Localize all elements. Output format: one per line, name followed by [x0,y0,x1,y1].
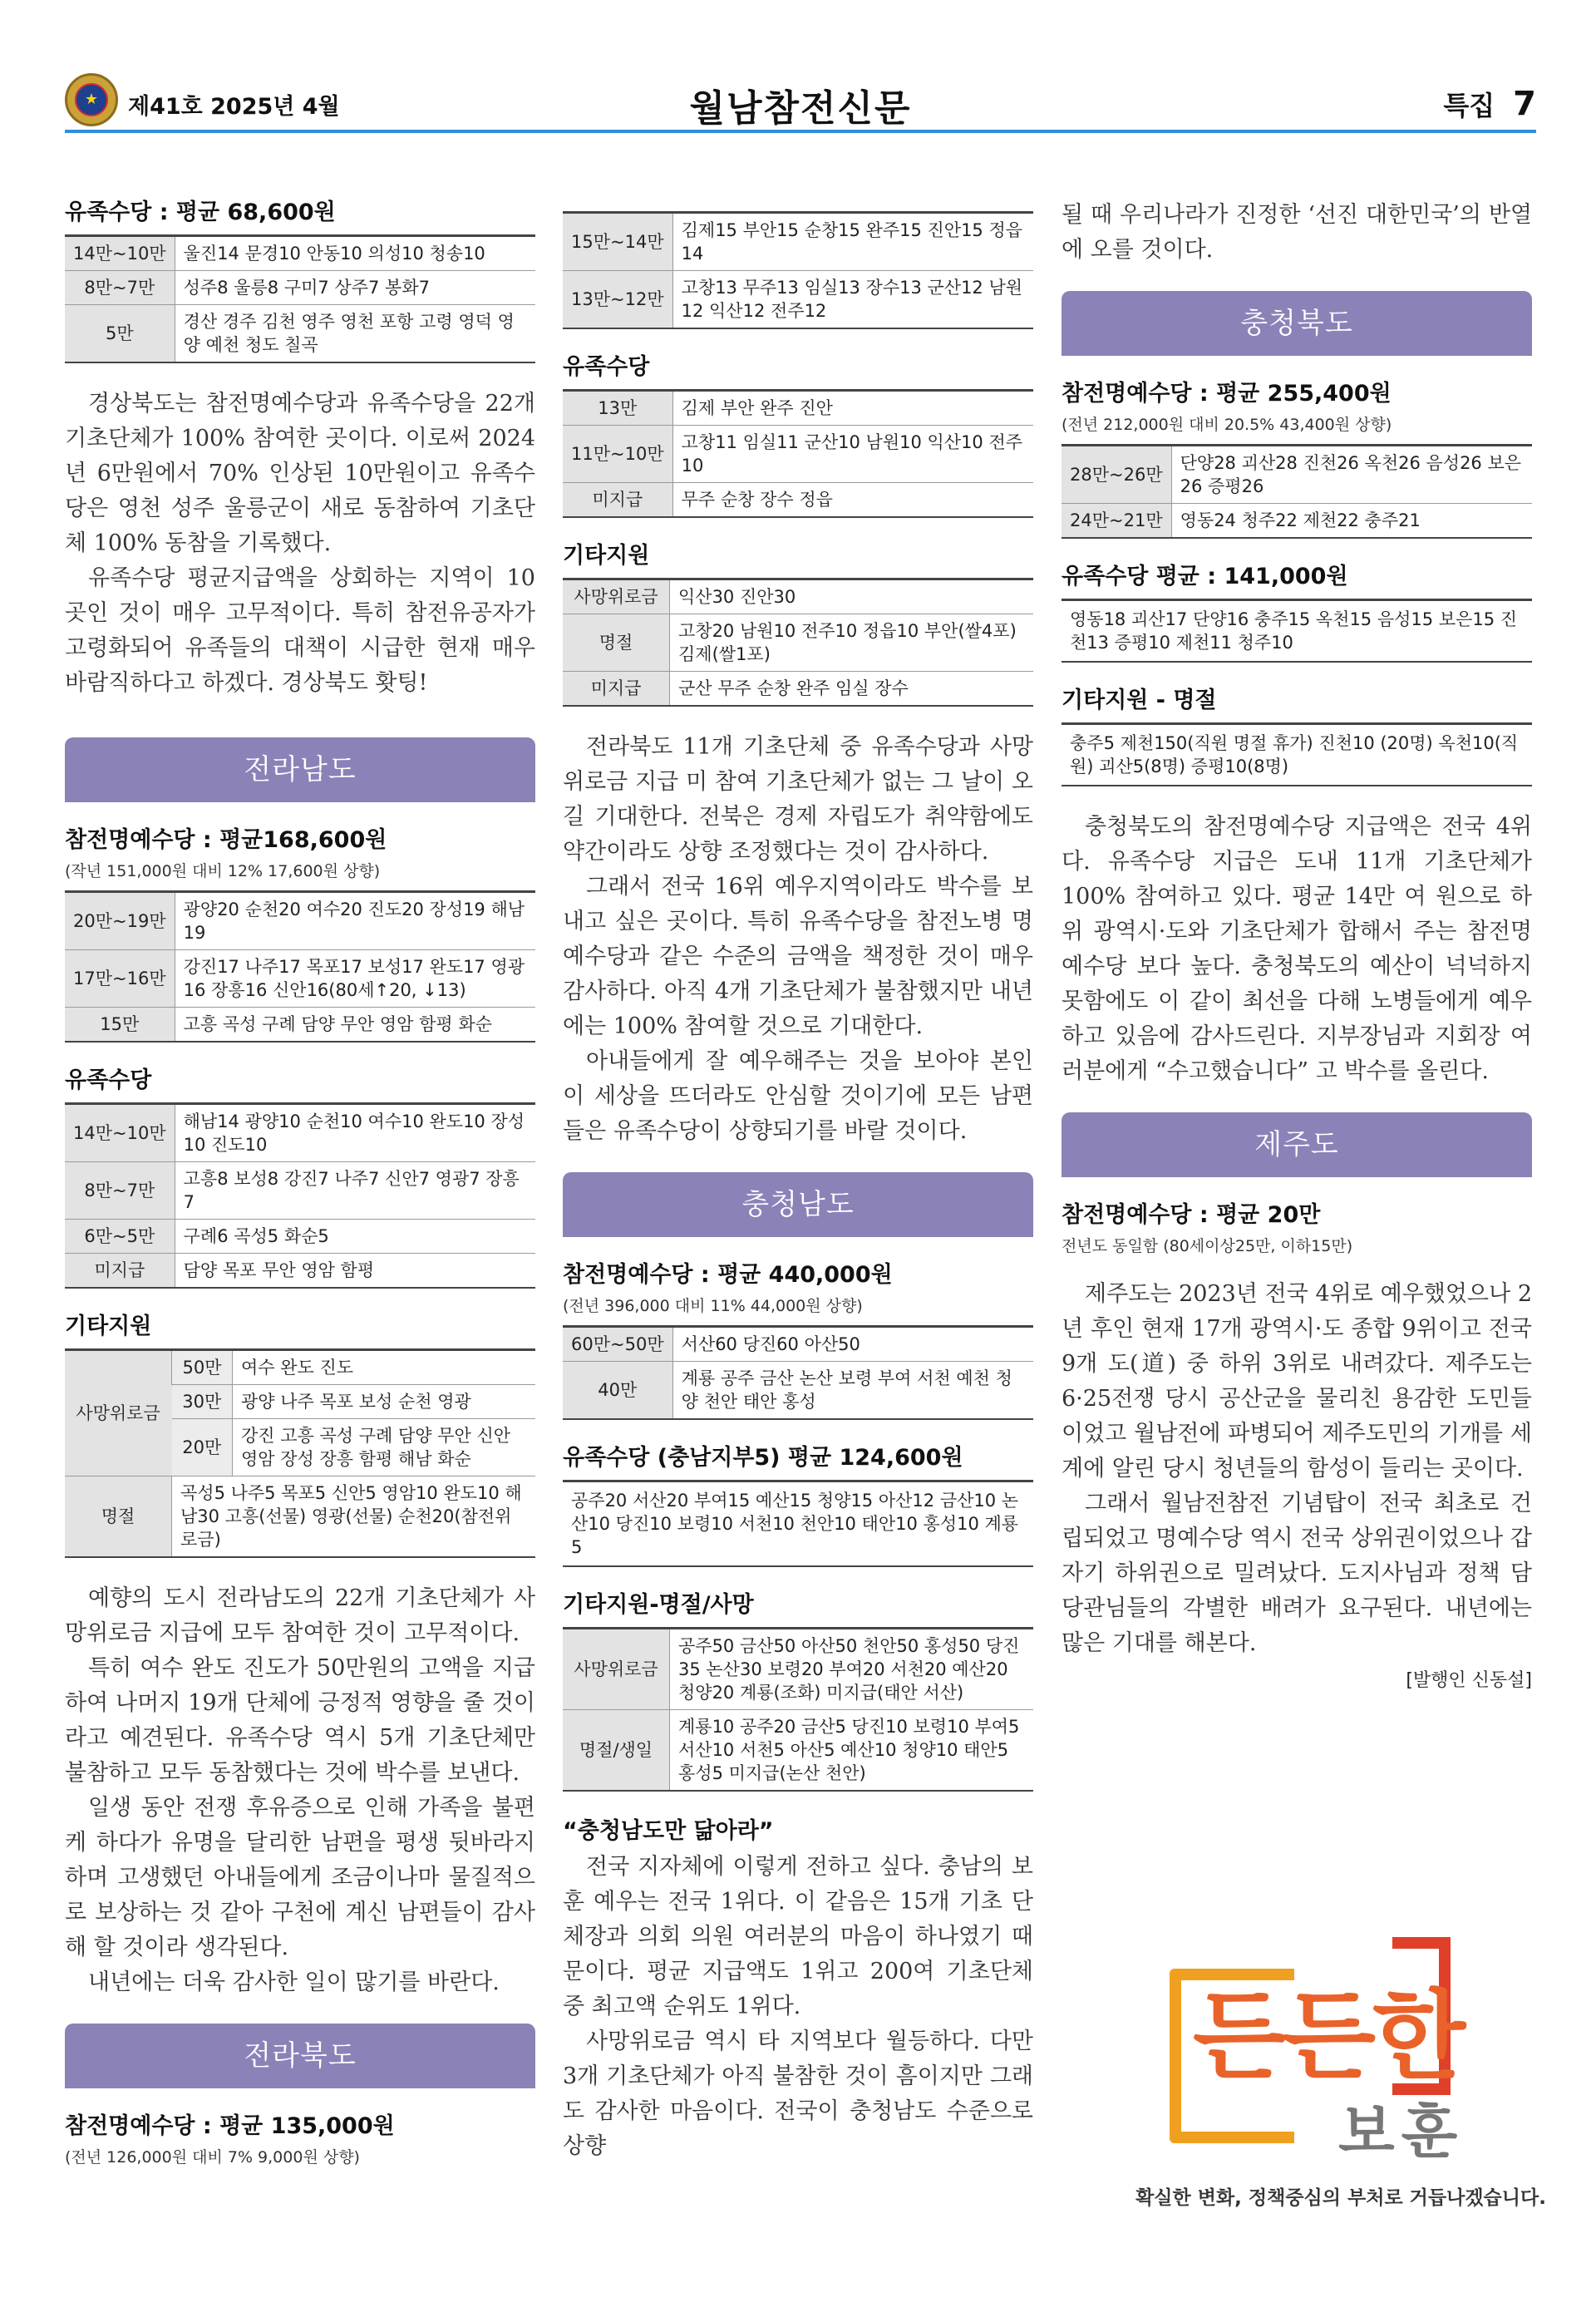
table-row [563,672,1033,707]
veterans-emblem-icon: ★ [65,73,118,126]
article-paragraph: 일생 동안 전쟁 후유증으로 인해 가족을 불편케 하다가 유명을 달리한 남편을 평생 뒷바라지하며 고생했던 아내들에게 조금이나마 물질적으로 보상하는 것 같아 구천에 계신 남편들이 감사해 할 것이라 생각된다. [65,1795,535,1960]
table-value: 김제 부안 완주 진안 [672,391,1033,426]
table-row [65,1350,535,1385]
cn-etc-heading: 기타지원-명절/사망 [563,1592,754,1618]
table-value: 강진17 나주17 목포17 보성17 완도17 영광16 장흥16 신안16(80세↑20, ↓13) [175,950,535,1008]
table-key: 14만~10만 [65,236,175,271]
table-row [65,1008,535,1043]
table-key: 사망위로금 [65,1350,172,1476]
jn-yujok-heading: 유족수당 [65,1067,152,1093]
table-key: 8만~7만 [65,1162,175,1220]
article-paragraph: 내년에는 더욱 감사한 일이 많기를 바란다. [88,1969,500,1995]
article-paragraph: 충청북도의 참전명예수당 지급액은 전국 4위다. 유족수당 지급은 도내 11개 기초단체가 100% 참여하고 있다. 평균 14만 여 원으로 하위 광역시·도와 기초단체가 합해서 주는 참전명예수당 보다 높다. 충청북도의 예산이 넉넉하지 못함에도 이 같이 최선을 다해 노병들에게 예우하고 있음에 감사드린다. 지부장님과 지회장 여러분에게 “수고했습니다” 고 박수를 올린다. [1062,814,1532,1084]
table-row [65,950,535,1008]
table-key: 미지급 [65,1254,175,1289]
table-key: 사망위로금 [563,579,670,614]
table-row [1062,724,1532,786]
cb-yujok-box [1062,599,1532,663]
cb-honor-heading: 참전명예수당 : 평균 255,400원 [1062,381,1392,407]
table-value: 충주5 제천150(직원 명절 휴가) 진천10 (20명) 옥천10(직원) 괴산5(8명) 증평10(8명) [1070,733,1519,776]
table-value: 영동24 청주22 제천22 충주21 [1171,504,1532,539]
jn-honor-note: (작년 151,000원 대비 12% 17,600원 상향) [65,862,381,880]
table-key: 13만 [563,391,672,426]
table-key: 사망위로금 [563,1629,670,1710]
table-value: 군산 무주 순창 완주 임실 장수 [670,672,1034,707]
table-key: 명절 [65,1476,172,1558]
cb-etc-box [1062,722,1532,786]
jj-honor-note: 전년도 동일함 (80세이상25만, 이하15만) [1062,1237,1353,1255]
table-value: 영동18 괴산17 단양16 충주15 옥천15 음성15 보은15 진천13 증평10 제천11 청주10 [1070,609,1518,653]
cn-quote-heading: “충청남도만 닮아라” [563,1818,774,1844]
cb-yujok-heading: 유족수당 평균 : 141,000원 [1062,564,1348,589]
table-key: 미지급 [563,672,670,707]
article-paragraph: 아내들에게 잘 예우해주는 것을 보아야 본인이 세상을 뜨더라도 안심할 것이기에 모든 남편들은 유족수당이 상향되기를 바랄 것이다. [563,1048,1033,1144]
article-paragraph: 그래서 월남전참전 기념탑이 전국 최초로 건립되었고 명예수당 역시 전국 상위권이었으나 갑자기 하위권으로 밀려났다. 도지사님과 정책 담당관님들의 각별한 배려가 요구된다. 내년에는 많은 기대를 해본다. [1062,1491,1532,1656]
table-row [563,1362,1033,1420]
article-paragraph: 경상북도는 참전명예수당과 유족수당을 22개 기초단체가 100% 참여한 곳이다. 이로써 2024년 6만원에서 70% 인상된 10만원이고 유족수당은 영천 성주 울릉군이 새로 동참하여 기초단체 100% 동참을 기록했다. [65,391,535,556]
table-value: 단양28 괴산28 진천26 옥천26 음성26 보은26 증평26 [1171,446,1532,504]
table-key: 40만 [563,1362,672,1420]
article-paragraph: 전라북도 11개 기초단체 중 유족수당과 사망위로금 지급 미 참여 기초단체가 없는 그 날이 오길 기대한다. 전북은 경제 자립도가 취약함에도 약간이라도 상향 조정했다는 것이 감사하다. [563,734,1033,865]
table-key: 15만~14만 [563,213,672,271]
table-value: 광양20 순천20 여수20 진도20 장성19 해남19 [175,892,535,950]
article-paragraph: 전국 지자체에 이렇게 전하고 싶다. 충남의 보훈 예우는 전국 1위다. 이 같음은 15개 기초 단체장과 의회 의원 여러분의 마음이 하나였기 때문이다. 평균 지급액도 1위고 200여 기초단체 중 최고액 순위도 1위다. [563,1854,1033,2019]
table-value: 여수 완도 진도 [233,1350,536,1385]
table-value: 익산30 진안30 [670,579,1034,614]
table-key: 60만~50만 [563,1327,672,1362]
jb-honor-heading: 참전명예수당 : 평균 135,000원 [65,2113,395,2139]
section-banner-jeonbuk: 전라북도 [65,2024,535,2088]
table-value: 김제15 부안15 순창15 완주15 진안15 정읍14 [672,213,1033,271]
table-key: 명절 [563,614,670,672]
jb-yujok-table [563,389,1033,518]
cb-honor-note: (전년 212,000원 대비 20.5% 43,400원 상향) [1062,416,1392,434]
jn-etc-table [65,1348,535,1558]
table-value: 계룡10 공주20 금산5 당진10 보령10 부여5 서산10 서천5 아산5 예산10 청양10 태안5 홍성5 미지급(논산 천안) [670,1710,1034,1792]
cn-yujok-heading: 유족수당 (충남지부5) 평균 124,600원 [563,1445,963,1471]
cn-honor-note: (전년 396,000 대비 11% 44,000원 상향) [563,1297,863,1315]
article-paragraph: 제주도는 2023년 전국 4위로 예우했었으나 2년 후인 현재 17개 광역시·도 종합 9위이고 전국 9개 도(道) 중 하위 3위로 내려갔다. 제주도는 6·25전쟁 당시 공산군을 물리친 용감한 도민들이었고 월남전에 파병되어 제주도민의 기개를 세계에 알린 당시 청년들의 함성이 들리는 곳이다. [1062,1281,1532,1481]
table-value: 울진14 문경10 안동10 의성10 청송10 [175,236,535,271]
table-value: 공주50 금산50 아산50 천안50 홍성50 당진35 논산30 보령20 부여20 서천20 예산20 청양20 계룡(조화) 미지급(태안 서산) [670,1629,1034,1710]
table-value: 구례6 곡성5 화순5 [175,1220,535,1254]
table-key: 14만~10만 [65,1104,175,1162]
column-2 [563,198,1033,2164]
cn-yujok-box [563,1480,1033,1567]
table-subkey: 20만 [172,1419,233,1476]
table-key: 17만~16만 [65,950,175,1008]
table-row [563,271,1033,329]
table-row [65,1476,535,1558]
cn-honor-heading: 참전명예수당 : 평균 440,000원 [563,1262,893,1288]
jn-honor-table [65,890,535,1043]
column-1 [65,198,535,2176]
table-row [65,305,535,363]
jb-honor-note: (전년 126,000원 대비 7% 9,000원 상향) [65,2148,360,2167]
table-row [563,1481,1033,1567]
table-key: 24만~21만 [1062,504,1171,539]
article-paragraph: 될 때 우리나라가 진정한 ‘선진 대한민국’의 반열에 오를 것이다. [1062,202,1532,263]
logo-tagline: 확실한 변화, 정책중심의 부처로 거듭나겠습니다. [1135,2187,1546,2209]
table-row [563,1710,1033,1792]
table-row [65,236,535,271]
table-row [563,579,1033,614]
jb-honor-table [563,211,1033,329]
table-key: 미지급 [563,483,672,518]
issue-info: 제41호 2025년 4월 [128,94,340,120]
table-row [1062,504,1532,539]
table-key: 5만 [65,305,175,363]
gb-yujok-table [65,234,535,363]
logo-main-text: 든든한 [1193,1980,1463,2093]
table-key: 13만~12만 [563,271,672,329]
jb-yujok-heading: 유족수당 [563,354,650,380]
table-row [65,892,535,950]
boryeon-logo [1135,1937,1546,2209]
jb-etc-heading: 기타지원 [563,543,650,569]
table-value: 고창20 남원10 전주10 정읍10 부안(쌀4포) 김제(쌀1포) [670,614,1034,672]
article-paragraph: 특히 여수 완도 진도가 50만원의 고액을 지급하여 나머지 19개 단체에 긍정적 영향을 줄 것이라고 예견된다. 유족수당 역시 5개 기초단체만 불참하고 모두 동참했다는 것에 박수를 보낸다. [65,1655,535,1786]
cn-etc-table [563,1627,1033,1792]
table-row [563,483,1033,518]
table-value: 광양 나주 목포 보성 순천 영광 [233,1385,536,1419]
cn-honor-table [563,1325,1033,1420]
table-key: 명절/생일 [563,1710,670,1792]
table-row [563,213,1033,271]
table-row [1062,446,1532,504]
table-key: 6만~5만 [65,1220,175,1254]
section-label [1443,85,1536,123]
table-subkey: 50만 [172,1350,233,1385]
section-name: 특집 [1443,90,1495,121]
table-row [65,1162,535,1220]
cb-honor-table [1062,444,1532,539]
section-banner-jeju: 제주도 [1062,1112,1532,1177]
table-row [563,1629,1033,1710]
table-key: 28만~26만 [1062,446,1171,504]
table-row [563,1327,1033,1362]
newspaper-title: 월남참전신문 [689,87,912,130]
page-number: 7 [1513,85,1536,123]
cb-etc-heading: 기타지원 - 명절 [1062,688,1217,713]
jn-etc-heading: 기타지원 [65,1314,152,1339]
jn-honor-heading: 참전명예수당 : 평균168,600원 [65,827,387,853]
table-row [65,271,535,305]
table-value: 곡성5 나주5 목포5 신안5 영암10 완도10 해남30 고흥(선물) 영광(선물) 순천20(참전위로금) [172,1476,536,1558]
jb-etc-table [563,578,1033,707]
gb-yujok-heading: 유족수당 : 평균 68,600원 [65,200,336,225]
table-value: 고흥8 보성8 강진7 나주7 신안7 영광7 장흥7 [175,1162,535,1220]
table-key: 15만 [65,1008,175,1043]
table-value: 성주8 울릉8 구미7 상주7 봉화7 [175,271,535,305]
header-rule [65,130,1536,133]
column-3 [1062,198,1532,1692]
table-value: 고창13 무주13 임실13 장수13 군산12 남원12 익산12 전주12 [672,271,1033,329]
table-key: 20만~19만 [65,892,175,950]
table-value: 강진 고흥 곡성 구례 담양 무안 신안 영암 장성 장흥 함평 해남 화순 [233,1419,536,1476]
masthead [65,73,1536,133]
table-value: 계룡 공주 금산 논산 보령 부여 서천 예천 청양 천안 태안 홍성 [672,1362,1033,1420]
table-value: 무주 순창 장수 정읍 [672,483,1033,518]
logo-sub-text: 보훈 [1338,2098,1465,2166]
table-row [563,426,1033,483]
table-value: 담양 목포 무안 영암 함평 [175,1254,535,1289]
table-value: 고창11 임실11 군산10 남원10 익산10 전주10 [672,426,1033,483]
table-value: 해남14 광양10 순천10 여수10 완도10 장성10 진도10 [175,1104,535,1162]
jn-yujok-table [65,1102,535,1289]
section-banner-chungnam: 충청남도 [563,1172,1033,1237]
table-row [65,1254,535,1289]
article-paragraph: 사망위로금 역시 타 지역보다 월등하다. 다만 3개 기초단체가 아직 불참한 것이 흠이지만 그래도 감사한 마음이다. 전국이 충청남도 수준으로 상향 [563,2029,1033,2159]
signature: [발행인 신동설] [1406,1670,1532,1691]
table-row [65,1104,535,1162]
article-paragraph: 유족수당 평균지급액을 상회하는 지역이 10곳인 것이 매우 고무적이다. 특히 참전유공자가 고령화되어 유족들의 대책이 시급한 현재 매우 바람직하다고 하겠다. 경상북도 홧팅! [65,565,535,696]
article-paragraph: 그래서 전국 16위 예우지역이라도 박수를 보내고 싶은 곳이다. 특히 유족수당을 참전노병 명예수당과 같은 수준의 금액을 책정한 것이 매우 감사하다. 아직 4개 기초단체가 불참했지만 내년에는 100% 참여할 것으로 기대한다. [563,874,1033,1039]
table-key: 8만~7만 [65,271,175,305]
jj-honor-heading: 참전명예수당 : 평균 20만 [1062,1202,1321,1228]
section-banner-jeonnam: 전라남도 [65,737,535,802]
table-row [563,391,1033,426]
table-row [563,614,1033,672]
article-paragraph: 예향의 도시 전라남도의 22개 기초단체가 사망위로금 지급에 모두 참여한 것이 고무적이다. [65,1585,535,1646]
table-row [1062,600,1532,663]
table-value: 서산60 당진60 아산50 [672,1327,1033,1362]
table-value: 경산 경주 김천 영주 영천 포항 고령 영덕 영양 예천 청도 칠곡 [175,305,535,363]
section-banner-chungbuk: 충청북도 [1062,291,1532,356]
table-value: 공주20 서산20 부여15 예산15 청양15 아산12 금산10 논산10 당진10 보령10 서천10 천안10 태안10 홍성10 계룡5 [571,1491,1019,1557]
table-subkey: 30만 [172,1385,233,1419]
table-row [65,1220,535,1254]
table-value: 고흥 곡성 구례 담양 무안 영암 함평 화순 [175,1008,535,1043]
table-key: 11만~10만 [563,426,672,483]
